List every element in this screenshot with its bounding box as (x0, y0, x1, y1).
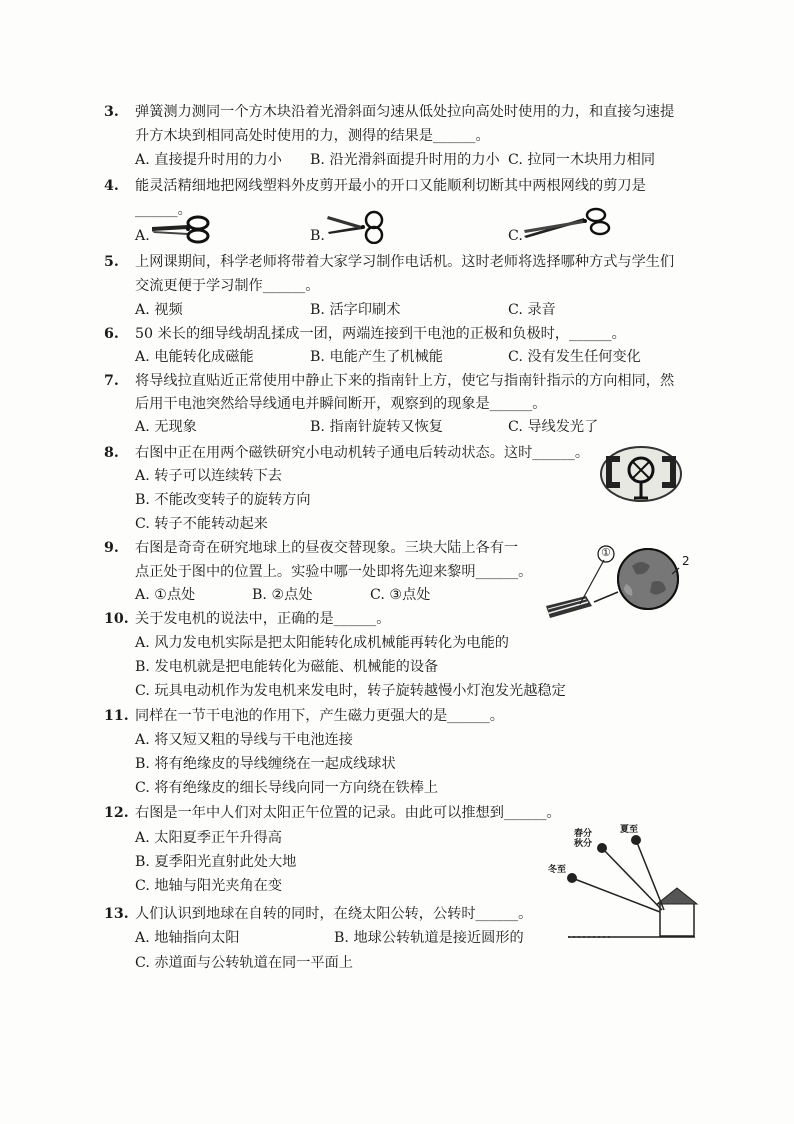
question-13-option-a: A. 地轴指向太阳 (135, 930, 240, 946)
question-9-number: 9. (104, 540, 119, 556)
question-4-option-c: C. (508, 228, 523, 244)
question-3-option-a: A. 直接提升时用的力小 (135, 152, 282, 168)
question-9-option-b: B. ②点处 (252, 587, 313, 603)
scissors-b-icon (326, 210, 390, 244)
question-8-option-a: A. 转子可以连续转下去 (135, 468, 282, 484)
question-11-option-c: C. 将有绝缘皮的细长导线向同一方向绕在铁棒上 (135, 780, 439, 796)
question-10-option-c: C. 玩具电动机作为发电机来发电时，转子旋转越慢小灯泡发光越稳定 (135, 683, 566, 699)
question-7-text-line-2: 后用干电池突然给导线通电并瞬间断开，观察到的现象是______。 (135, 396, 547, 412)
question-5-option-a: A. 视频 (135, 302, 183, 318)
question-7-number: 7. (104, 373, 119, 389)
question-10-number: 10. (104, 611, 129, 627)
question-12-text-line-1: 右图是一年中人们对太阳正午位置的记录。由此可以推想到______。 (135, 805, 561, 821)
question-4-option-b: B. (310, 228, 325, 244)
question-6-text-line-1: 50 米长的细导线胡乱揉成一团，两端连接到干电池的正极和负极时，______。 (135, 326, 626, 342)
question-11-number: 11. (104, 708, 129, 724)
question-7-option-c: C. 导线发光了 (508, 419, 599, 435)
question-11-option-b: B. 将有绝缘皮的导线缠绕在一起成线球状 (135, 756, 396, 772)
question-6-option-b: B. 电能产生了机械能 (310, 349, 443, 365)
question-9-text-line-2: 点正处于图中的位置上。实验中哪一处即将先迎来黎明______。 (135, 564, 533, 580)
question-11-option-a: A. 将又短又粗的导线与干电池连接 (135, 732, 353, 748)
q9-label-1: ① (601, 546, 611, 559)
question-9-text-line-1: 右图是奇奇在研究地球上的昼夜交替现象。三块大陆上各有一 (135, 540, 519, 556)
q12-label-equinox-1: 春分 (574, 829, 593, 839)
question-7-option-b: B. 指南针旋转又恢复 (310, 419, 443, 435)
question-7-option-a: A. 无现象 (135, 419, 197, 435)
question-12-option-c: C. 地轴与阳光夹角在变 (135, 878, 283, 894)
question-4-text-line-1: 能灵活精细地把网线塑料外皮剪开最小的开口又能顺利切断其中两根网线的剪刀是 (135, 178, 646, 194)
question-8-number: 8. (104, 445, 119, 461)
q12-label-equinox-2: 秋分 (574, 839, 593, 849)
question-13-number: 13. (104, 906, 129, 922)
q9-label-2: 2 (682, 554, 690, 568)
question-6-option-a: A. 电能转化成磁能 (135, 349, 254, 365)
scissors-a-icon (150, 214, 212, 244)
motor-magnets-figure (596, 440, 686, 504)
question-3-number: 3. (104, 104, 119, 120)
question-5-option-c: C. 录音 (508, 302, 556, 318)
noon-sun-figure (540, 822, 700, 947)
question-4-option-a: A. (135, 228, 150, 244)
question-5-text-line-1: 上网课期间，科学老师将带着大家学习制作电话机。这时老师将选择哪种方式与学生们 (135, 254, 675, 270)
question-5-option-b: B. 活字印刷术 (310, 302, 401, 318)
question-10-text-line-1: 关于发电机的说法中，正确的是______。 (135, 611, 391, 627)
question-11-text-line-1: 同样在一节干电池的作用下，产生磁力更强大的是______。 (135, 708, 504, 724)
question-4-text-line-2: ______。 (135, 202, 192, 218)
question-3-option-b: B. 沿光滑斜面提升时用的力小 (310, 152, 500, 168)
question-8-text-line-1: 右图中正在用两个磁铁研究小电动机转子通电后转动状态。这时______。 (135, 445, 590, 461)
q12-label-summer: 夏至 (620, 825, 639, 835)
question-6-option-c: C. 没有发生任何变化 (508, 349, 641, 365)
scissors-c-icon (522, 206, 612, 242)
question-12-number: 12. (104, 805, 129, 821)
question-8-option-c: C. 转子不能转动起来 (135, 516, 268, 532)
question-6-number: 6. (104, 326, 119, 342)
question-13-option-b: B. 地球公转轨道是接近圆形的 (334, 930, 524, 946)
question-3-text-line-1: 弹簧测力测同一个方木块沿着光滑斜面匀速从低处拉向高处时使用的力，和直接匀速提 (135, 104, 675, 120)
question-8-option-b: B. 不能改变转子的旋转方向 (135, 492, 311, 508)
q12-label-winter: 冬至 (548, 865, 567, 875)
question-5-number: 5. (104, 254, 119, 270)
question-10-option-a: A. 风力发电机实际是把太阳能转化成机械能再转化为电能的 (135, 635, 509, 651)
question-12-option-a: A. 太阳夏季正午升得高 (135, 830, 282, 846)
question-3-option-c: C. 拉同一木块用力相同 (508, 152, 656, 168)
question-9-option-c: C. ③点处 (370, 587, 431, 603)
question-10-option-b: B. 发电机就是把电能转化为磁能、机械能的设备 (135, 659, 439, 675)
question-13-text-line-1: 人们认识到地球在自转的同时，在绕太阳公转，公转时______。 (135, 906, 533, 922)
question-4-number: 4. (104, 178, 119, 194)
question-12-option-b: B. 夏季阳光直射此处大地 (135, 854, 297, 870)
question-9-option-a: A. ①点处 (135, 587, 196, 603)
question-13-option-c: C. 赤道面与公转轨道在同一平面上 (135, 955, 353, 971)
question-7-text-line-1: 将导线拉直贴近正常使用中静止下来的指南针上方，使它与指南针指示的方向相同，然 (135, 373, 675, 389)
earth-lamp-figure (546, 544, 716, 624)
question-5-text-line-2: 交流更便于学习制作______。 (135, 278, 320, 294)
question-3-text-line-2: 升方木块到相同高处时使用的力，测得的结果是______。 (135, 128, 490, 144)
